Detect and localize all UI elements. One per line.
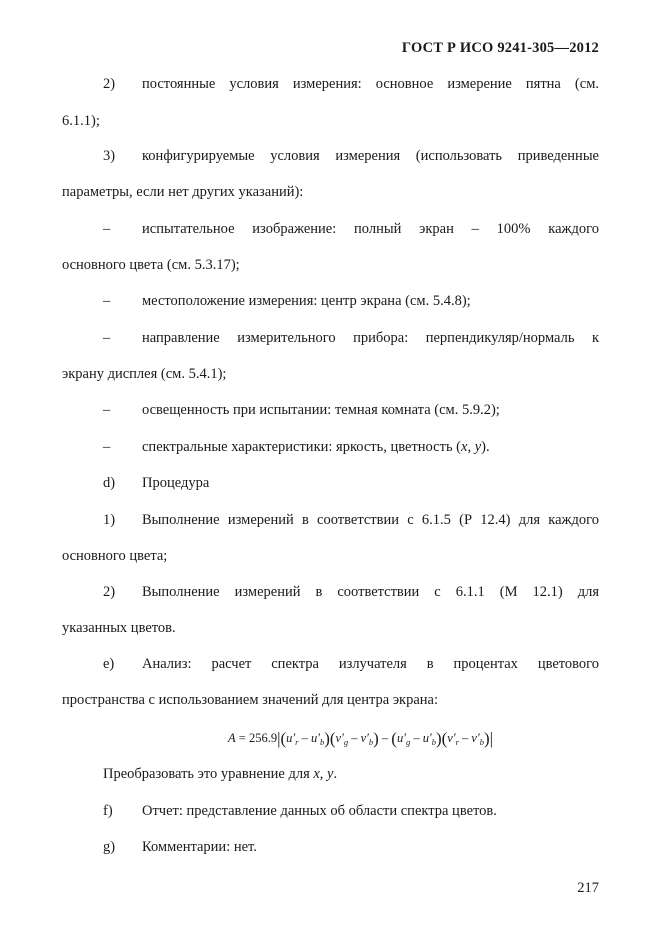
list-marker: –: [103, 439, 111, 455]
formula-paren: (: [329, 729, 336, 748]
formula-sub: b: [368, 737, 374, 747]
list-marker: 1): [103, 512, 116, 528]
list-marker: e): [103, 656, 115, 672]
text-segment: ).: [481, 439, 490, 455]
list-marker: –: [103, 293, 111, 309]
list-marker: d): [103, 475, 116, 491]
formula-op: –: [458, 731, 472, 745]
text-segment: Преобразовать это уравнение для: [103, 766, 314, 782]
list-item-text: освещенность при испытании: темная комната (см. 5.9.2);: [142, 402, 500, 418]
formula-paren: (: [280, 729, 287, 748]
page-number: 217: [577, 880, 599, 896]
list-item-text: постоянные условия измерения: основное измерение пятна (см.: [142, 76, 599, 92]
list-item-text: Выполнение измерений в соответствии с 6.1.1 (М 12.1) для: [142, 584, 599, 600]
formula-abs-open: |: [277, 729, 281, 748]
list-item-text: направление измерительного прибора: перпендикуляр/нормаль к: [142, 330, 599, 346]
formula-paren: ): [483, 729, 490, 748]
formula-var: u′: [396, 731, 406, 745]
formula-var: v′: [447, 731, 456, 745]
list-marker: –: [103, 221, 111, 237]
list-item-continuation: основного цвета;: [62, 548, 168, 564]
document-header: ГОСТ Р ИСО 9241-305—2012: [401, 40, 599, 56]
formula-var: u′: [310, 731, 320, 745]
list-marker: 2): [103, 584, 116, 600]
variable-xy: x, y: [313, 766, 334, 782]
list-item-continuation: 6.1.1);: [62, 113, 100, 129]
formula-paren: ): [373, 729, 379, 748]
formula-coef: 256.9: [248, 731, 278, 745]
formula-sub: g: [405, 737, 411, 747]
variable-xy: x, y: [461, 439, 482, 455]
formula-sub: r: [295, 737, 299, 747]
formula-eq: =: [235, 731, 249, 745]
formula-paren: ): [435, 729, 442, 748]
formula-var: v′: [471, 731, 480, 745]
list-item-text: местоположение измерения: центр экрана (см. 5.4.8);: [142, 293, 471, 309]
list-item-text: испытательное изображение: полный экран – 100% каждого: [142, 221, 599, 237]
list-item-continuation: параметры, если нет других указаний):: [62, 184, 304, 200]
list-marker: 2): [103, 76, 116, 92]
text-segment: спектральные характеристики: яркость, цветность (: [142, 439, 462, 455]
formula-sub: b: [431, 737, 436, 747]
list-item-text: конфигурируемые условия измерения (использовать приведенные: [142, 148, 599, 164]
formula-abs-close: |: [489, 729, 494, 748]
list-item-text: Анализ: расчет спектра излучателя в процентах цветового: [142, 656, 599, 672]
list-marker: g): [103, 839, 116, 855]
formula-paren: (: [391, 729, 397, 748]
text-segment: .: [333, 766, 338, 782]
formula-op: –: [348, 731, 361, 745]
list-marker: –: [103, 330, 111, 346]
formula-lhs: A: [228, 731, 236, 745]
formula-op: –: [378, 731, 392, 745]
list-item-continuation: основного цвета (см. 5.3.17);: [62, 257, 240, 273]
formula-sub: b: [319, 737, 325, 747]
formula-paren: (: [441, 729, 448, 748]
formula-var: u′: [286, 731, 296, 745]
formula-sub: r: [455, 737, 459, 747]
list-item-text: Выполнение измерений в соответствии с 6.1.5 (Р 12.4) для каждого: [142, 512, 599, 528]
formula-paren: ): [324, 729, 330, 748]
list-item-continuation: пространства с использованием значений для центра экрана:: [62, 692, 439, 708]
formula-var: u′: [422, 731, 432, 745]
formula-var: v′: [335, 731, 344, 745]
formula-sub: g: [343, 737, 349, 747]
list-item-text: Отчет: представление данных об области спектра цветов.: [142, 803, 497, 819]
list-item-text: Комментарии: нет.: [142, 839, 257, 855]
formula-op: –: [298, 731, 311, 745]
formula-sub: b: [479, 737, 484, 747]
formula-var: v′: [360, 731, 369, 745]
list-item-text: [142, 439, 599, 456]
list-marker: 3): [103, 148, 116, 164]
list-item-continuation: экрану дисплея (см. 5.4.1);: [62, 366, 227, 382]
formula-op: –: [410, 731, 423, 745]
list-item-continuation: указанных цветов.: [62, 620, 176, 636]
list-marker: –: [103, 402, 111, 418]
list-marker: f): [103, 803, 113, 819]
instruction-text: [103, 766, 337, 783]
formula: [228, 729, 493, 749]
section-heading: Процедура: [142, 475, 210, 491]
